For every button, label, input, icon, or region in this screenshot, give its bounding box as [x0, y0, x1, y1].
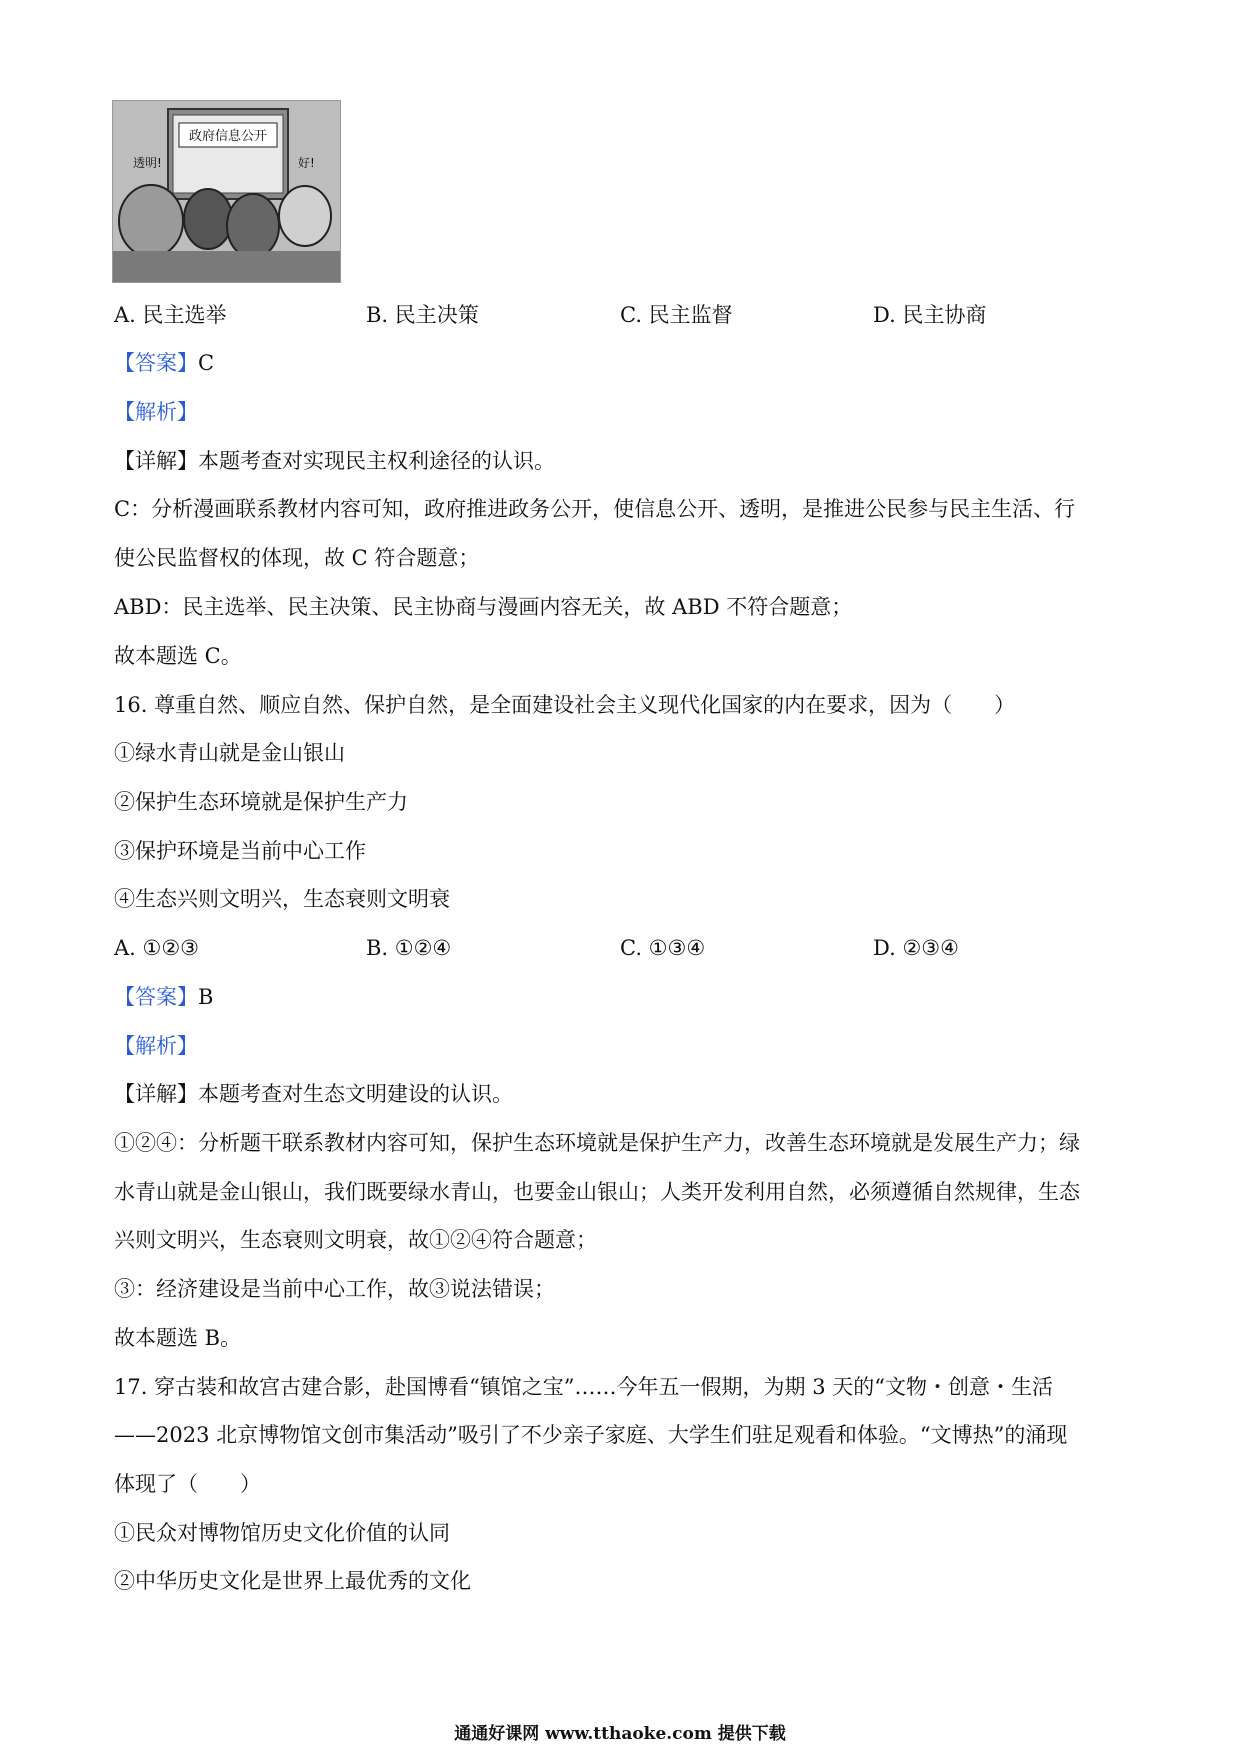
- q15-option-c: C. 民主监督: [620, 303, 733, 327]
- answer-label: 【答案】: [114, 351, 198, 375]
- q17-stem-line: 体现了（ ）: [114, 1472, 261, 1496]
- analysis-label: 【解析】: [114, 400, 198, 424]
- answer-value: B: [198, 985, 214, 1009]
- cartoon-image: [112, 100, 341, 283]
- q17-item: ②中华历史文化是世界上最优秀的文化: [114, 1569, 471, 1593]
- q16-stem: 16. 尊重自然、顺应自然、保护自然，是全面建设社会主义现代化国家的内在要求，因为（ ）: [114, 693, 1016, 717]
- q15-option-a: A. 民主选举: [114, 303, 227, 327]
- detail-label: 【详解】: [114, 1082, 198, 1106]
- q16-item: ②保护生态环境就是保护生产力: [114, 790, 408, 814]
- q17-stem-line: ——2023 北京博物馆文创市集活动”吸引了不少亲子家庭、大学生们驻足观看和体验。“文博热”的涌现: [114, 1423, 1068, 1447]
- q16-explain-line: ①②④：分析题干联系教材内容可知，保护生态环境就是保护生产力，改善生态环境就是发展生产力；绿: [114, 1131, 1080, 1155]
- q15-answer: [114, 348, 214, 378]
- q16-explain-line: 水青山就是金山银山，我们既要绿水青山，也要金山银山；人类开发利用自然，必须遵循自然规律，生态: [114, 1180, 1080, 1204]
- answer-value: C: [198, 351, 215, 375]
- q15-explain-line: ABD：民主选举、民主决策、民主协商与漫画内容无关，故 ABD 不符合题意；: [114, 595, 853, 619]
- q16-explain-line: 故本题选 B。: [114, 1326, 242, 1350]
- board-text: 政府信息公开: [188, 129, 268, 144]
- q16-detail: [114, 1079, 513, 1109]
- footer-watermark: 通通好课网 www.tthaoke.com 提供下载: [454, 1724, 786, 1744]
- q16-analysis: [114, 1031, 198, 1061]
- detail-text: 本题考查对生态文明建设的认识。: [198, 1082, 513, 1106]
- q16-explain-line: 兴则文明兴，生态衰则文明衰，故①②④符合题意；: [114, 1228, 597, 1252]
- detail-text: 本题考查对实现民主权利途径的认识。: [198, 449, 555, 473]
- left-bubble-text: 透明!: [133, 156, 162, 170]
- q15-option-d: D. 民主协商: [873, 303, 987, 327]
- analysis-label: 【解析】: [114, 1034, 198, 1058]
- q16-option-d: D. ②③④: [873, 936, 959, 960]
- q17-stem-line: 17. 穿古装和故宫古建合影，赴国博看“镇馆之宝”……今年五一假期，为期 3 天的“文物・创意・生活: [114, 1375, 1053, 1399]
- q15-detail: [114, 446, 555, 476]
- answer-label: 【答案】: [114, 985, 198, 1009]
- q16-explain-line: ③：经济建设是当前中心工作，故③说法错误；: [114, 1277, 555, 1301]
- q16-option-c: C. ①③④: [620, 936, 706, 960]
- q16-item: ①绿水青山就是金山银山: [114, 741, 345, 765]
- q15-explain-line: 使公民监督权的体现，故 C 符合题意；: [114, 546, 480, 570]
- q15-option-b: B. 民主决策: [366, 303, 479, 327]
- q16-option-a: A. ①②③: [114, 936, 199, 960]
- q15-explain-line: C：分析漫画联系教材内容可知，政府推进政务公开，使信息公开、透明，是推进公民参与民主生活、行: [114, 497, 1076, 521]
- q16-option-b: B. ①②④: [366, 936, 452, 960]
- q17-item: ①民众对博物馆历史文化价值的认同: [114, 1521, 450, 1545]
- right-bubble-text: 好!: [298, 156, 315, 170]
- q15-analysis: [114, 397, 198, 427]
- q15-explain-line: 故本题选 C。: [114, 644, 242, 668]
- detail-label: 【详解】: [114, 449, 198, 473]
- q16-item: ④生态兴则文明兴，生态衰则文明衰: [114, 887, 450, 911]
- q16-answer: [114, 982, 213, 1012]
- q16-item: ③保护环境是当前中心工作: [114, 839, 366, 863]
